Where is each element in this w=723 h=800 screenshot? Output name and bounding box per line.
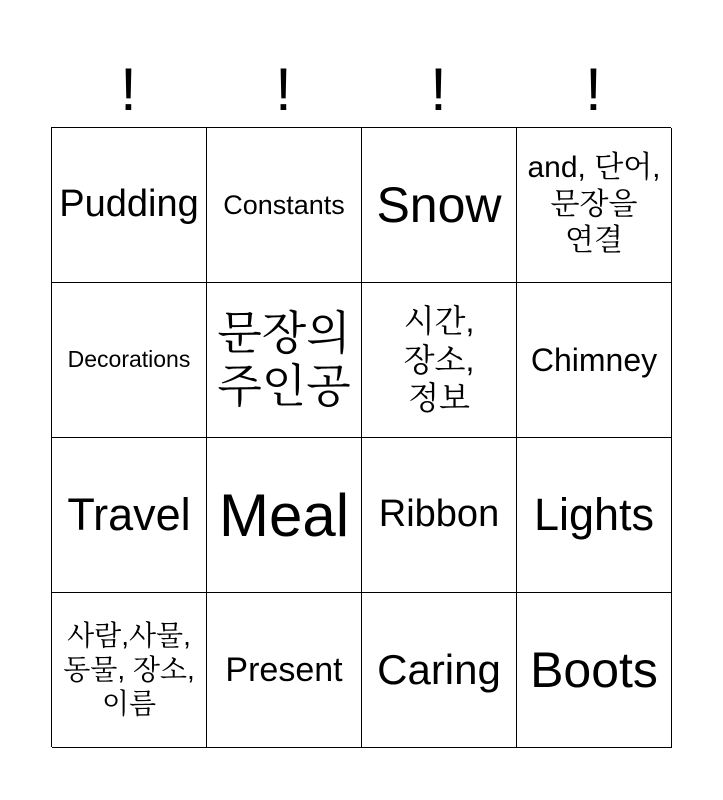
bingo-cell[interactable] bbox=[52, 593, 207, 748]
cell-text: Travel bbox=[67, 489, 191, 541]
header-letter-4: ! bbox=[585, 56, 602, 123]
bingo-cell[interactable] bbox=[207, 283, 362, 438]
bingo-cell[interactable] bbox=[207, 128, 362, 283]
cell-text: Caring bbox=[377, 645, 501, 693]
cell-text: Decorations bbox=[67, 346, 191, 373]
cell-text: Lights bbox=[533, 489, 655, 541]
cell-text: Present bbox=[225, 650, 343, 689]
header-letter-2: ! bbox=[275, 56, 292, 123]
cell-text: Boots bbox=[530, 641, 658, 698]
bingo-cell[interactable] bbox=[52, 283, 207, 438]
bingo-cell[interactable] bbox=[517, 128, 672, 283]
bingo-cell[interactable] bbox=[362, 283, 517, 438]
cell-text: Pudding bbox=[59, 183, 199, 226]
cell-text: 문장의 주인공 bbox=[217, 307, 351, 412]
header-letter-1: ! bbox=[120, 56, 137, 123]
bingo-cell[interactable] bbox=[52, 128, 207, 283]
cell-text: 시간, 장소, 정보 bbox=[403, 303, 475, 417]
bingo-header bbox=[51, 55, 671, 125]
bingo-cell[interactable] bbox=[362, 438, 517, 593]
bingo-cell[interactable] bbox=[517, 593, 672, 748]
bingo-cell[interactable] bbox=[362, 593, 517, 748]
bingo-cell[interactable] bbox=[207, 438, 362, 593]
cell-text: Constants bbox=[223, 189, 345, 220]
cell-text: Chimney bbox=[530, 341, 658, 378]
cell-text: and, 단어, 문장을 연결 bbox=[527, 151, 661, 258]
bingo-cell[interactable] bbox=[517, 283, 672, 438]
cell-text: Ribbon bbox=[378, 493, 500, 536]
bingo-board bbox=[51, 127, 671, 747]
cell-text: 사람,사물,동물, 장소,이름 bbox=[63, 619, 195, 720]
bingo-cell[interactable] bbox=[362, 128, 517, 283]
bingo-cell[interactable] bbox=[52, 438, 207, 593]
bingo-cell[interactable] bbox=[517, 438, 672, 593]
header-letter-3: ! bbox=[430, 56, 447, 123]
bingo-cell[interactable] bbox=[207, 593, 362, 748]
cell-text: Meal bbox=[218, 481, 350, 549]
cell-text: Snow bbox=[376, 176, 502, 233]
